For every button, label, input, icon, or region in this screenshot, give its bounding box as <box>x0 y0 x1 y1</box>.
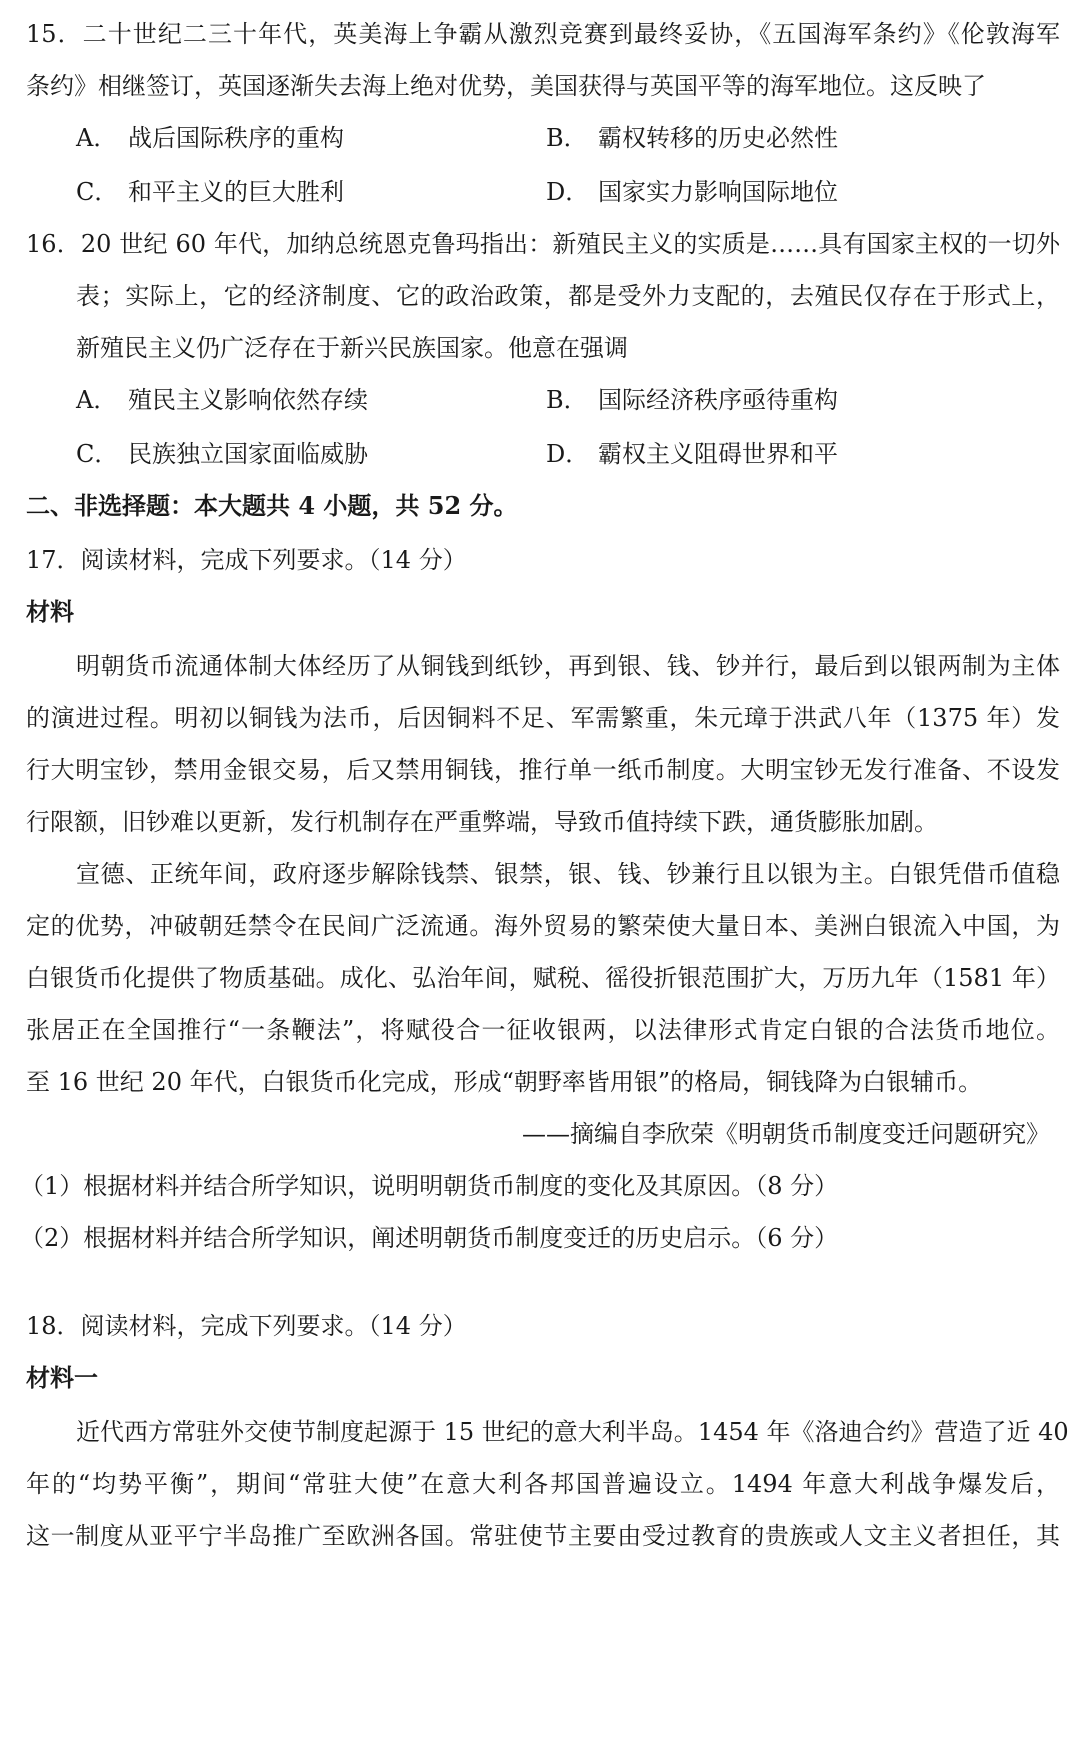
q17-para2-line1: 宣德、正统年间，政府逐步解除钱禁、银禁，银、钱、钞兼行且以银为主。白银凭借币值稳 <box>76 860 1060 888</box>
section-heading: 二、非选择题：本大题共 4 小题，共 52 分。 <box>26 491 518 520</box>
q18-para1-line1: 近代西方常驻外交使节制度起源于 15 世纪的意大利半岛。1454 年《洛迪合约》营造了近 40 <box>76 1418 1069 1446</box>
q17-material-label: 材料 <box>26 597 74 626</box>
q17-subquestion-2: （2）根据材料并结合所学知识，阐述明朝货币制度变迁的历史启示。（6 分） <box>20 1224 839 1252</box>
option-text: 民族独立国家面临威胁 <box>128 440 368 468</box>
q15-option-a[interactable] <box>76 120 344 156</box>
option-text: 霸权转移的历史必然性 <box>598 124 838 152</box>
q17-para2-line2: 定的优势，冲破朝廷禁令在民间广泛流通。海外贸易的繁荣使大量日本、美洲白银流入中国，为 <box>26 912 1060 940</box>
option-letter: A． <box>76 386 118 414</box>
option-letter: C． <box>76 440 119 468</box>
q15-option-c[interactable] <box>76 174 344 210</box>
option-letter: A． <box>76 124 118 152</box>
q17-subquestion-1: （1）根据材料并结合所学知识，说明明朝货币制度的变化及其原因。（8 分） <box>20 1172 839 1200</box>
q17-para1-line2: 的演进过程。明初以铜钱为法币，后因铜料不足、军需繁重，朱元璋于洪武八年（1375 年）发 <box>26 704 1060 732</box>
option-text: 战后国际秩序的重构 <box>128 124 344 152</box>
q17-para1-line3: 行大明宝钞，禁用金银交易，后又禁用铜钱，推行单一纸币制度。大明宝钞无发行准备、不设发 <box>26 756 1060 784</box>
q16-option-d[interactable] <box>546 436 838 472</box>
q16-option-b[interactable] <box>546 382 838 418</box>
option-text: 殖民主义影响依然存续 <box>128 386 368 414</box>
q17-para1-line4: 行限额，旧钞难以更新，发行机制存在严重弊端，导致币值持续下跌，通货膨胀加剧。 <box>26 808 938 836</box>
q17-source-citation: ——摘编自李欣荣《明朝货币制度变迁问题研究》 <box>522 1120 1050 1148</box>
q16-option-c[interactable] <box>76 436 368 472</box>
q15-stem-line2: 条约》相继签订，英国逐渐失去海上绝对优势，美国获得与英国平等的海军地位。这反映了 <box>26 72 986 100</box>
option-letter: B． <box>546 124 588 152</box>
q18-stem: 18．阅读材料，完成下列要求。（14 分） <box>26 1312 467 1340</box>
option-letter: C． <box>76 178 119 206</box>
q17-para2-line3: 白银货币化提供了物质基础。成化、弘治年间，赋税、徭役折银范围扩大，万历九年（1581 年） <box>26 964 1060 992</box>
option-letter: D． <box>546 440 590 468</box>
option-letter: D． <box>546 178 590 206</box>
q15-option-d[interactable] <box>546 174 838 210</box>
q16-option-a[interactable] <box>76 382 368 418</box>
q16-stem-line3: 新殖民主义仍广泛存在于新兴民族国家。他意在强调 <box>76 334 628 362</box>
q17-para1-line1: 明朝货币流通体制大体经历了从铜钱到纸钞，再到银、钱、钞并行，最后到以银两制为主体 <box>76 652 1060 680</box>
option-text: 国家实力影响国际地位 <box>598 178 838 206</box>
q16-stem-line2: 表；实际上，它的经济制度、它的政治政策，都是受外力支配的，去殖民仅存在于形式上， <box>76 282 1060 310</box>
option-text: 霸权主义阻碍世界和平 <box>598 440 838 468</box>
q16-stem-line1: 16．20 世纪 60 年代，加纳总统恩克鲁玛指出：新殖民主义的实质是……具有国家主权的一切外 <box>26 230 1060 258</box>
option-text: 和平主义的巨大胜利 <box>128 178 344 206</box>
option-letter: B． <box>546 386 588 414</box>
q17-para2-line4: 张居正在全国推行“一条鞭法”，将赋役合一征收银两，以法律形式肯定白银的合法货币地位。 <box>26 1016 1060 1044</box>
q17-stem: 17．阅读材料，完成下列要求。（14 分） <box>26 546 467 574</box>
q17-para2-line5: 至 16 世纪 20 年代，白银货币化完成，形成“朝野率皆用银”的格局，铜钱降为白银辅币。 <box>26 1068 983 1096</box>
q15-stem-line1: 15．二十世纪二三十年代，英美海上争霸从激烈竞赛到最终妥协，《五国海军条约》《伦敦海军 <box>26 20 1060 48</box>
q18-para1-line3: 这一制度从亚平宁半岛推广至欧洲各国。常驻使节主要由受过教育的贵族或人文主义者担任，其 <box>26 1522 1060 1550</box>
option-text: 国际经济秩序亟待重构 <box>598 386 838 414</box>
q15-option-b[interactable] <box>546 120 838 156</box>
q18-material-label: 材料一 <box>26 1363 98 1392</box>
q18-para1-line2: 年的“均势平衡”，期间“常驻大使”在意大利各邦国普遍设立。1494 年意大利战争爆发后， <box>26 1470 1060 1498</box>
